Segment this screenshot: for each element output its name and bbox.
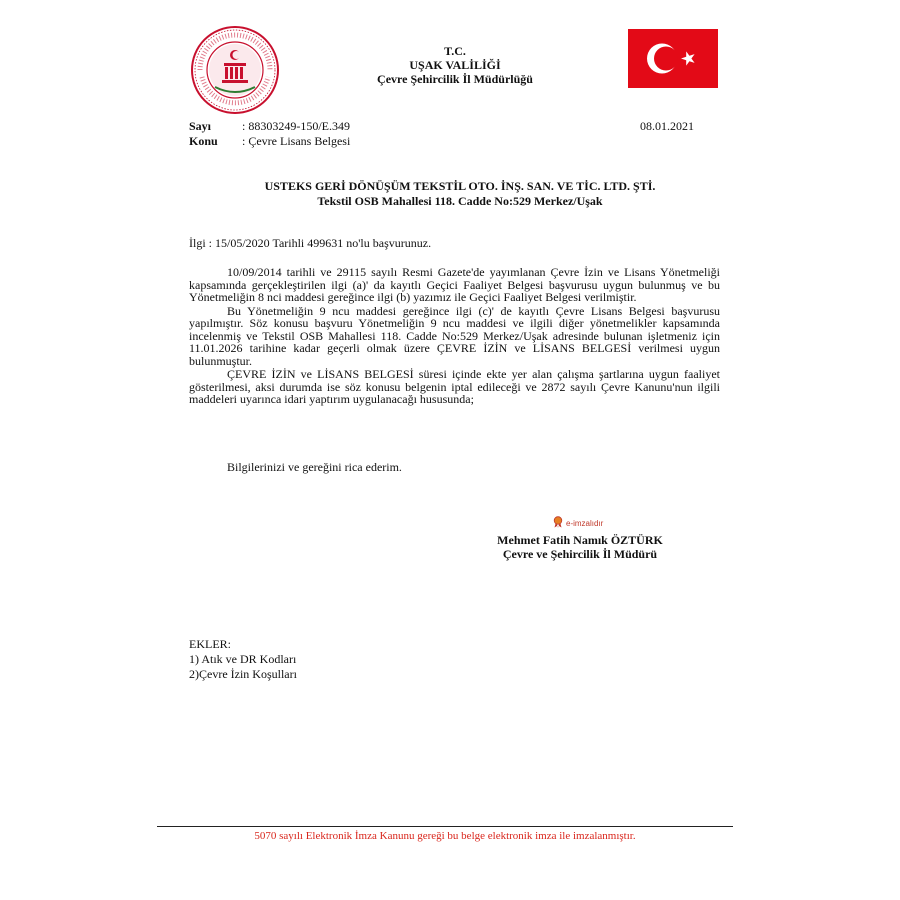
sayi-label: Sayı	[189, 119, 212, 133]
ministry-seal-icon	[190, 25, 280, 115]
closing-line: Bilgilerinizi ve gereğini rica ederim.	[227, 460, 402, 474]
e-signature-stamp	[553, 516, 603, 530]
sayi-value: : 88303249-150/E.349	[242, 119, 350, 133]
body-paragraph-1: 10/09/2014 tarihli ve 29115 sayılı Resmi Gazete'de yayımlanan Çevre İzin ve Lisans Yönetmeliği kapsamında gerçekleştirilen ilgi (a)' da kayıtlı Geçici Faaliyet Belgesi başvurusu uygun bulunmuş ve bu Yönetmeliğin 8 nci maddesi gereğince ilgi (b) yazımız ile Geçici Faaliyet Belgesi verilmiştir.	[189, 265, 720, 304]
recipient-name: USTEKS GERİ DÖNÜŞÜM TEKSTİL OTO. İNŞ. SAN. VE TİC. LTD. ŞTİ.	[264, 179, 656, 193]
konu-row	[189, 134, 350, 149]
recipient-address: Tekstil OSB Mahallesi 118. Cadde No:529 Merkez/Uşak	[317, 194, 603, 208]
attachments-block	[189, 637, 297, 682]
reference-line: İlgi : 15/05/2020 Tarihli 499631 no'lu başvurunuz.	[189, 236, 432, 250]
document-meta	[189, 119, 350, 149]
sayi-row	[189, 119, 350, 134]
footer-divider	[157, 826, 733, 827]
footer-note: 5070 sayılı Elektronik İmza Kanunu gereği bu belge elektronik imza ile imzalanmıştır.	[254, 830, 636, 842]
e-sign-label: e-imzalıdır	[566, 518, 604, 528]
ribbon-badge-icon	[553, 516, 563, 530]
signer-block	[480, 533, 680, 561]
konu-label: Konu	[189, 134, 218, 148]
signer-name: Mehmet Fatih Namık ÖZTÜRK	[497, 533, 663, 547]
document-date: 08.01.2021	[640, 119, 694, 133]
letterhead	[340, 44, 570, 86]
turkish-flag-icon	[628, 29, 718, 88]
header-line-tc: T.C.	[444, 44, 466, 58]
signer-title: Çevre ve Şehircilik İl Müdürü	[502, 547, 658, 561]
attachment-item: 2)Çevre İzin Koşulları	[189, 667, 297, 681]
body-paragraph-2: Bu Yönetmeliğin 9 ncu maddesi gereğince ilgi (c)' de kayıtlı Çevre Lisans Belgesi başvurusu yapılmıştır. Söz konusu başvuru Yönetmeliğin 9 ncu maddesi ve ilgili diğer yönetmelikler kapsamında incelenmiş ve Tekstil OSB Mahallesi 118. Cadde No:529 Merkez/Uşak adresinde bulunan işletmeniz için 11.01.2026 tarihine kadar geçerli olmak üzere ÇEVRE İZİN ve LİSANS BELGESİ verilmesi uygun bulunmuştur.	[189, 303, 720, 368]
header-line-valilik: UŞAK VALİLİĞİ	[409, 58, 501, 72]
konu-value: : Çevre Lisans Belgesi	[242, 134, 351, 148]
recipient-block	[160, 179, 760, 209]
attachment-item: 1) Atık ve DR Kodları	[189, 652, 297, 666]
letter-body	[189, 266, 720, 407]
attachments-heading: EKLER:	[189, 637, 231, 651]
header-line-mudurluk: Çevre Şehircilik İl Müdürlüğü	[377, 72, 533, 86]
body-paragraph-3: ÇEVRE İZİN ve LİSANS BELGESİ süresi içinde ekte yer alan çalışma şartlarına uygun faaliyet gösterilmesi, aksi durumda ise söz konusu belgenin iptal edileceği ve 2872 sayılı Çevre Kanunu'nun ilgili maddeleri uyarınca idari yaptırım uygulanacağı hususunda;	[189, 367, 720, 406]
